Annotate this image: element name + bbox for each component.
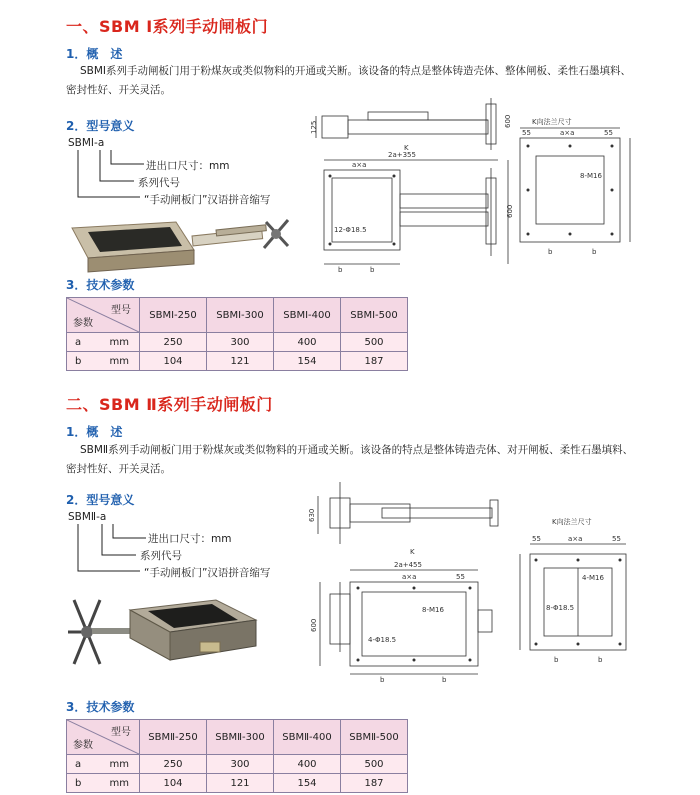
value-cell: 300 — [207, 755, 274, 774]
corner-param-label: 参数 — [73, 740, 93, 751]
drawing2-dim-600: 600 — [310, 618, 318, 632]
drawing2-k-dim-b: b — [554, 656, 559, 664]
value-cell: 187 — [341, 352, 408, 371]
param-cell: a mm — [67, 333, 140, 352]
drawing2-k-dim-b2: b — [598, 656, 603, 664]
value-cell: 400 — [274, 333, 341, 352]
drawing2-k-view-label: K向法兰尺寸 — [552, 518, 592, 526]
table-row — [67, 352, 408, 371]
section2-overview-text: SBMⅡ系列手动闸板门用于粉煤灰或类似物料的开通或关断。该设备的特点是整体铸造壳体、对开闸板、柔性石墨填料、密封性好、开关灵活。 — [66, 444, 634, 475]
column-header: SBMⅡ-400 — [274, 720, 341, 755]
drawing1-dim-2a: 2a+355 — [388, 151, 416, 159]
corner-param-label: 参数 — [73, 318, 93, 329]
column-header: SBMⅠ-300 — [207, 298, 274, 333]
section1-specs-heading: 3．技术参数 — [66, 278, 135, 292]
drawing2-k-bolt-label: 4-M16 — [582, 574, 604, 582]
drawing1-hole-label: 12-Φ18.5 — [334, 226, 367, 234]
value-cell: 500 — [341, 333, 408, 352]
param-cell: b mm — [67, 774, 140, 793]
section2-model-leader-lines — [70, 522, 150, 574]
param-cell: b mm — [67, 352, 140, 371]
section2-spec-table — [66, 719, 408, 793]
table-header-row — [67, 298, 408, 333]
value-cell: 400 — [274, 755, 341, 774]
drawing1-dim-axa: a×a — [352, 161, 367, 169]
section1-annot-size: 进出口尺寸：mm — [146, 160, 230, 172]
drawing2-dim-55: 55 — [532, 535, 541, 543]
table-row — [67, 755, 408, 774]
value-cell: 154 — [274, 352, 341, 371]
drawing1-bolt-label: 8-M16 — [580, 172, 602, 180]
value-cell: 250 — [140, 755, 207, 774]
column-header: SBMⅡ-250 — [140, 720, 207, 755]
param-cell: a mm — [67, 755, 140, 774]
section2-model-code: SBMⅡ-a — [68, 511, 107, 523]
section1-annot-series: 系列代号 — [138, 177, 180, 189]
drawing1-k-view-label: K向法兰尺寸 — [532, 118, 572, 126]
value-cell: 187 — [341, 774, 408, 793]
value-cell: 121 — [207, 774, 274, 793]
value-cell: 500 — [341, 755, 408, 774]
section1-overview-text: SBMⅠ系列手动闸板门用于粉煤灰或类似物料的开通或关断。该设备的特点是整体铸造壳体、整体闸板、柔性石墨填料、密封性好、开关灵活。 — [66, 65, 632, 96]
section1-overview-heading: 1．概 述 — [66, 47, 123, 61]
section2-title: 二、SBM Ⅱ系列手动闸板门 — [66, 395, 273, 414]
section2-overview-heading: 1．概 述 — [66, 425, 123, 439]
drawing2-hole-label: 4-Φ18.5 — [368, 636, 397, 644]
column-header: SBMⅠ-400 — [274, 298, 341, 333]
section2-model-heading: 2．型号意义 — [66, 493, 135, 507]
drawing2-dim-630: 630 — [308, 508, 316, 522]
section1-technical-drawing — [308, 98, 638, 278]
drawing1-dim-55: 55 — [522, 129, 531, 137]
section1-spec-table — [66, 297, 408, 371]
section1-annot-abbr: “手动闸板门”汉语拼音缩写 — [144, 194, 271, 206]
value-cell: 250 — [140, 333, 207, 352]
section2-technical-drawing — [306, 482, 638, 682]
drawing1-dim-125: 125 — [310, 120, 318, 134]
table-row — [67, 774, 408, 793]
corner-model-label: 型号 — [111, 727, 131, 738]
drawing2-bolt-label: 8-M16 — [422, 606, 444, 614]
drawing1-k-dim-axa: a×a — [560, 129, 575, 137]
corner-model-label: 型号 — [111, 305, 131, 316]
section1-model-heading: 2．型号意义 — [66, 119, 135, 133]
drawing2-dim-b2: b — [442, 676, 447, 682]
section1-model-code: SBMⅠ-a — [68, 137, 105, 149]
drawing2-dim-55b: 55 — [612, 535, 621, 543]
table-corner-cell — [67, 298, 140, 333]
drawing2-dim-55c: 55 — [456, 573, 465, 581]
drawing2-k-hole-label: 8-Φ18.5 — [546, 604, 575, 612]
drawing2-k-arrow: K — [410, 548, 415, 556]
section1-product-illustration — [66, 208, 298, 274]
column-header: SBMⅡ-300 — [207, 720, 274, 755]
column-header: SBMⅠ-500 — [341, 298, 408, 333]
table-corner-cell — [67, 720, 140, 755]
section2-product-illustration — [66, 580, 276, 684]
drawing2-k-dim-axa: a×a — [568, 535, 583, 543]
value-cell: 300 — [207, 333, 274, 352]
value-cell: 104 — [140, 774, 207, 793]
table-row — [67, 333, 408, 352]
value-cell: 104 — [140, 352, 207, 371]
table-header-row — [67, 720, 408, 755]
drawing1-k-dim-b: b — [548, 248, 553, 256]
drawing2-dim-b: b — [380, 676, 385, 682]
column-header: SBMⅠ-250 — [140, 298, 207, 333]
drawing1-k-dim-b2: b — [592, 248, 597, 256]
drawing2-dim-axa: a×a — [402, 573, 417, 581]
section2-specs-heading: 3．技术参数 — [66, 700, 135, 714]
section1-model-leader-lines — [70, 148, 150, 200]
section2-annot-series: 系列代号 — [140, 550, 182, 562]
drawing2-dim-2a: 2a+455 — [394, 561, 422, 569]
section2-annot-size: 进出口尺寸：mm — [148, 533, 232, 545]
drawing1-dim-600: 600 — [506, 204, 514, 218]
value-cell: 121 — [207, 352, 274, 371]
drawing1-dim-600-top: 600 — [504, 114, 512, 128]
value-cell: 154 — [274, 774, 341, 793]
section2-annot-abbr: “手动闸板门”汉语拼音缩写 — [144, 567, 271, 579]
section1-title: 一、SBM Ⅰ系列手动闸板门 — [66, 17, 269, 36]
column-header: SBMⅡ-500 — [341, 720, 408, 755]
drawing1-dim-55b: 55 — [604, 129, 613, 137]
drawing1-dim-b: b — [338, 266, 343, 274]
drawing1-k-arrow: K — [404, 144, 409, 152]
drawing1-dim-b2: b — [370, 266, 375, 274]
